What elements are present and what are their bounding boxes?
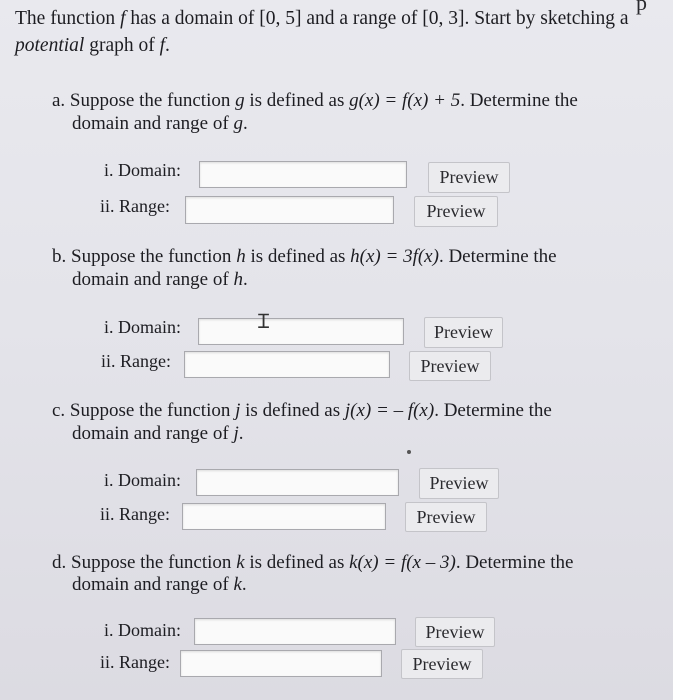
d-range-label: ii. Range:	[100, 652, 170, 672]
a-range-preview-button[interactable]: Preview	[414, 196, 498, 227]
c-domain-input[interactable]	[196, 469, 399, 496]
question-a-line-1: a. Suppose the function g is defined as g(x) = f(x) + 5. Determine the	[52, 90, 578, 111]
intro-line-2: potential graph of f.	[15, 35, 170, 56]
c-domain-label: i. Domain:	[104, 470, 181, 490]
b-domain-label: i. Domain:	[104, 317, 181, 337]
b-domain-preview-button[interactable]: Preview	[424, 317, 503, 348]
corner-glyph: p	[636, 0, 647, 15]
a-range-label: ii. Range:	[100, 196, 170, 216]
b-range-preview-button[interactable]: Preview	[409, 351, 491, 381]
intro-line-1: The function f has a domain of [0, 5] and a range of [0, 3]. Start by sketching a	[15, 8, 629, 29]
text-cursor-icon: Ɪ	[258, 309, 270, 333]
question-b-line-2: domain and range of h.	[72, 269, 248, 290]
question-b-line-1: b. Suppose the function h is defined as h(x) = 3f(x). Determine the	[52, 246, 557, 267]
c-domain-preview-button[interactable]: Preview	[419, 468, 499, 499]
d-range-preview-button[interactable]: Preview	[401, 649, 483, 679]
d-domain-input[interactable]	[194, 618, 396, 645]
a-range-input[interactable]	[185, 196, 394, 224]
a-domain-input[interactable]	[199, 161, 407, 188]
question-c-line-1: c. Suppose the function j is defined as j(x) = – f(x). Determine the	[52, 400, 552, 421]
d-domain-preview-button[interactable]: Preview	[415, 617, 495, 647]
d-range-input[interactable]	[180, 650, 382, 677]
question-d-line-1: d. Suppose the function k is defined as k(x) = f(x – 3). Determine the	[52, 552, 574, 573]
c-range-input[interactable]	[182, 503, 386, 530]
a-domain-label: i. Domain:	[104, 160, 181, 180]
c-range-preview-button[interactable]: Preview	[405, 502, 487, 532]
dot-mark	[407, 450, 411, 454]
a-domain-preview-button[interactable]: Preview	[428, 162, 510, 193]
b-range-label: ii. Range:	[101, 351, 171, 371]
b-domain-input[interactable]	[198, 318, 404, 345]
question-d-line-2: domain and range of k.	[72, 574, 247, 595]
d-domain-label: i. Domain:	[104, 620, 181, 640]
question-c-line-2: domain and range of j.	[72, 423, 244, 444]
c-range-label: ii. Range:	[100, 504, 170, 524]
question-a-line-2: domain and range of g.	[72, 113, 248, 134]
b-range-input[interactable]	[184, 351, 390, 378]
